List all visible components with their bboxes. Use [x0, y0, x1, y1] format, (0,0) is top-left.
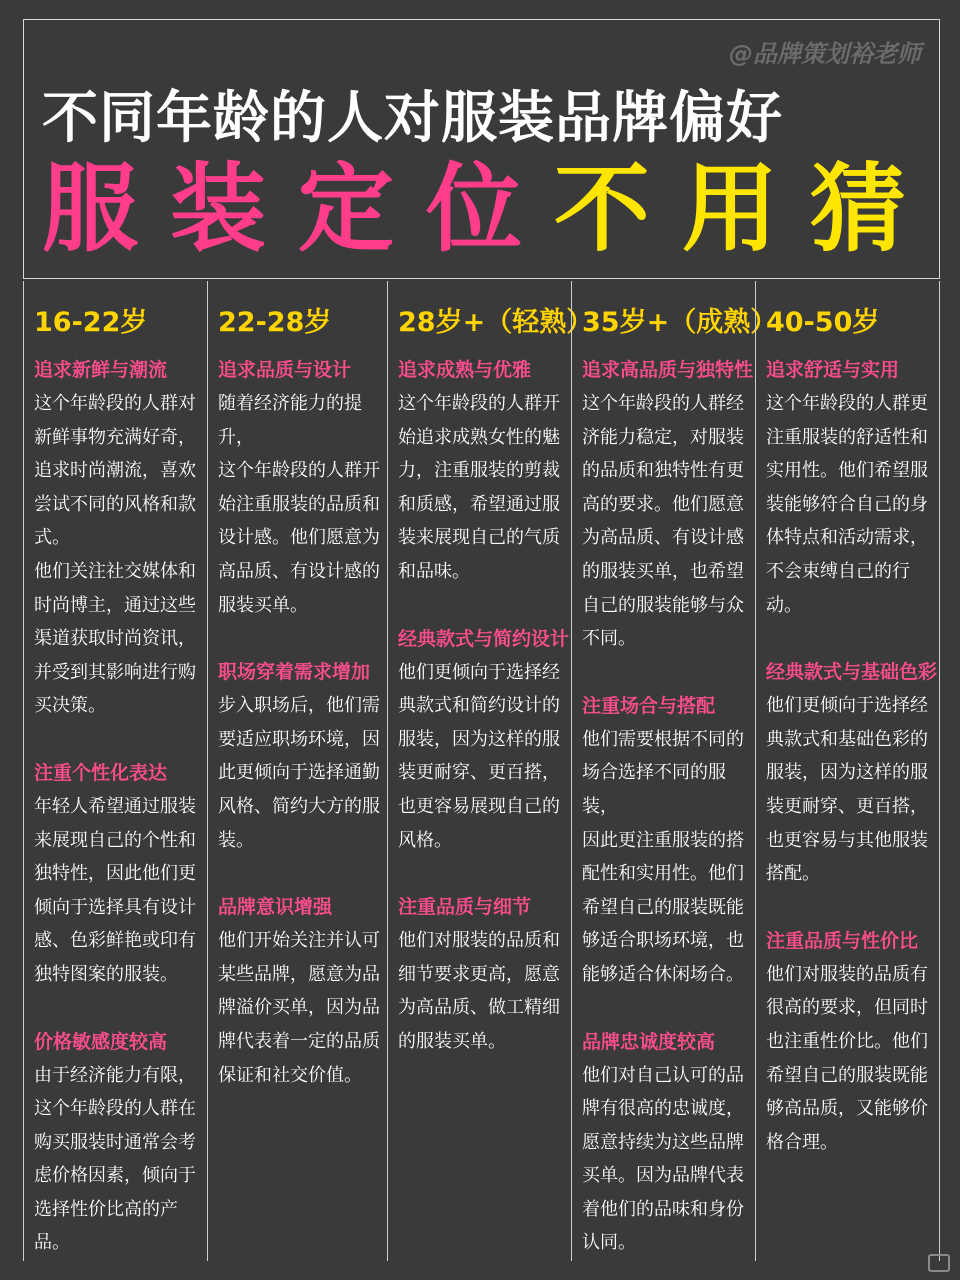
title-char: 用	[682, 153, 778, 265]
section-body: 他们对服装的品质有 很高的要求，但同时 也注重性价比。他们 希望自己的服装既能 够高品质，又能够价 格合理。	[766, 963, 928, 1153]
column-section	[218, 655, 387, 857]
section-title: 追求舒适与实用	[766, 359, 900, 381]
title-char: 定	[298, 153, 394, 265]
title-char: 不	[554, 153, 650, 265]
column-age-label: 16-22岁	[34, 307, 148, 338]
header-banner	[23, 19, 940, 279]
column-section	[582, 1025, 755, 1261]
section-body: 步入职场后，他们需 要适应职场环境，因 此更倾向于选择通勤 风格、简约大方的服 装。	[218, 695, 380, 851]
column-section	[582, 689, 755, 992]
section-title: 注重个性化表达	[34, 761, 168, 784]
section-title: 职场穿着需求增加	[218, 661, 371, 684]
column-22-28	[207, 281, 387, 1261]
section-title: 经典款式与简约设计	[398, 627, 570, 650]
section-body: 他们需要根据不同的 场合选择不同的服装， 因此更注重服装的搭 配性和实用性。他们 希望自己的服装既能 够适合职场环境，也 能够适合休闲场合。	[582, 728, 744, 985]
title-char: 猜	[810, 153, 906, 265]
column-section	[766, 655, 939, 891]
section-title: 追求成熟与优雅	[398, 359, 532, 381]
page-subtitle: 不同年龄的人对服装品牌偏好	[42, 86, 783, 151]
column-section	[582, 353, 755, 656]
column-section	[218, 890, 387, 1092]
section-title: 注重品质与细节	[398, 896, 532, 919]
section-title: 价格敏感度较高	[34, 1030, 168, 1053]
corner-mark-icon	[928, 1254, 950, 1272]
section-title: 注重品质与性价比	[766, 929, 919, 952]
column-section	[34, 1025, 207, 1261]
column-section	[766, 353, 939, 622]
column-age-label: 40-50岁	[766, 307, 880, 338]
column-40-50	[755, 281, 940, 1261]
section-body: 他们开始关注并认可 某些品牌，愿意为品 牌溢价买单，因为品 牌代表着一定的品质 保证和社交价值。	[218, 930, 380, 1086]
column-35-plus	[571, 281, 778, 1261]
section-title: 品牌忠诚度较高	[582, 1030, 716, 1053]
section-body: 这个年龄段的人群对 新鲜事物充满好奇， 追求时尚潮流，喜欢 尝试不同的风格和款 式。 他们关注社交媒体和 时尚博主，通过这些 渠道获取时尚资讯， 并受到其影响进行购 买决策。	[34, 393, 196, 717]
section-title: 追求新鲜与潮流	[34, 359, 168, 381]
section-body: 他们对服装的品质和 细节要求更高，愿意 为高品质、做工精细 的服装买单。	[398, 930, 560, 1052]
column-section	[398, 353, 571, 589]
section-body: 他们更倾向于选择经 典款式和基础色彩的 服装，因为这样的服 装更耐穿、更百搭， 也更容易与其他服装 搭配。	[766, 695, 928, 885]
column-section	[218, 353, 387, 622]
section-title: 注重场合与搭配	[582, 694, 716, 717]
section-body: 这个年龄段的人群经 济能力稳定，对服装 的品质和独特性有更 高的要求。他们愿意 为高品质、有设计感 的服装买单，也希望 自己的服装能够与众 不同。	[582, 393, 744, 650]
column-16-22	[23, 281, 207, 1261]
title-char: 位	[426, 153, 522, 265]
column-age-label: 22-28岁	[218, 307, 332, 338]
column-section	[766, 924, 939, 1160]
column-section	[398, 890, 571, 1058]
section-title: 品牌意识增强	[218, 896, 333, 919]
title-char: 服	[42, 153, 138, 265]
section-body: 随着经济能力的提升， 这个年龄段的人群开 始注重服装的品质和 设计感。他们愿意为 高品质、有设计感的 服装买单。	[218, 393, 380, 616]
column-28-plus	[387, 281, 594, 1261]
column-age-label: 35岁+（成熟）	[582, 307, 778, 338]
section-body: 他们更倾向于选择经 典款式和简约设计的 服装，因为这样的服 装更耐穿、更百搭， 也更容易展现自己的 风格。	[398, 661, 560, 851]
section-body: 由于经济能力有限， 这个年龄段的人群在 购买服装时通常会考 虑价格因素，倾向于 选择性价比高的产品。	[34, 1064, 196, 1254]
section-body: 这个年龄段的人群更 注重服装的舒适性和 实用性。他们希望服 装能够符合自己的身 体特点和活动需求， 不会束缚自己的行动。	[766, 393, 928, 616]
author-watermark: @品牌策划裕老师	[729, 40, 921, 68]
column-section	[398, 622, 571, 858]
section-body: 年轻人希望通过服装 来展现自己的个性和 独特性，因此他们更 倾向于选择具有设计 感、色彩鲜艳或印有 独特图案的服装。	[34, 795, 196, 985]
age-columns	[23, 281, 940, 1261]
section-body: 他们对自己认可的品 牌有很高的忠诚度， 愿意持续为这些品牌 买单。因为品牌代表 着他们的品味和身份 认同。	[582, 1064, 744, 1254]
page-title	[42, 154, 906, 264]
column-section	[34, 353, 207, 723]
section-title: 追求高品质与独特性	[582, 359, 754, 381]
title-char: 装	[170, 153, 266, 265]
column-section	[34, 756, 207, 992]
section-body: 这个年龄段的人群开 始追求成熟女性的魅 力，注重服装的剪裁 和质感，希望通过服 装来展现自己的气质 和品味。	[398, 393, 560, 582]
column-age-label: 28岁+（轻熟）	[398, 307, 594, 338]
section-title: 追求品质与设计	[218, 359, 352, 381]
section-title: 经典款式与基础色彩	[766, 661, 938, 684]
